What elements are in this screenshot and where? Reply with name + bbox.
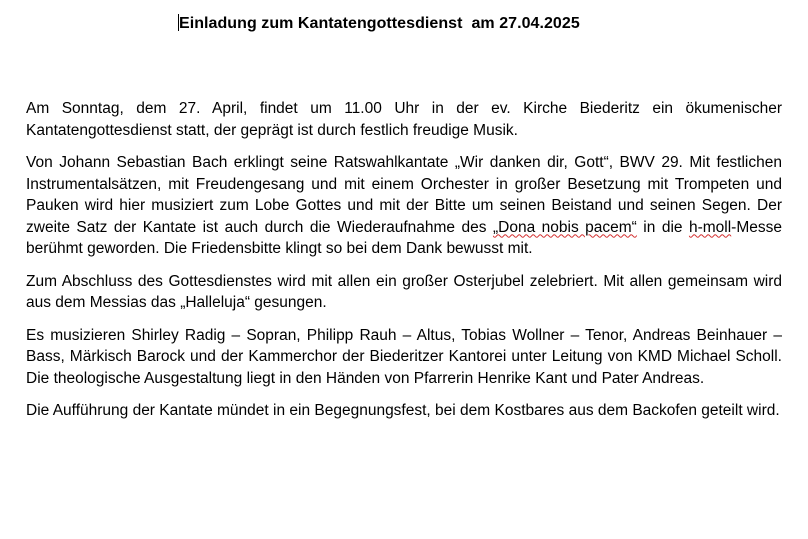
paragraph-bach-text-a: Von Johann Sebastian Bach erklingt seine Ratswahlkantate „Wir danken dir, Gott“, BWV 29. Mit festlichen Instrumentalsätzen, mit Freudengesang und mit einem Orchester in großer Besetzung mit Trompeten und Pauken wird hier musiziert zum Lobe Gottes und mit der Bitte um seinen Beistand und seinen Segen. Der zweite Satz der Kantate ist auch durch die Wiederaufnahme des	[26, 154, 782, 236]
paragraph-fest: Die Aufführung der Kantate mündet in ein Begegnungsfest, bei dem Kostbares aus dem Backofen geteilt wird.	[26, 402, 780, 419]
document-title	[178, 14, 580, 33]
paragraph-bach	[26, 152, 782, 260]
paragraph-intro: Am Sonntag, dem 27. April, findet um 11.00 Uhr in der ev. Kirche Biederitz ein ökumenischer Kantatengottesdienst statt, der geprägt ist durch festlich freudige Musik.	[26, 100, 782, 139]
document-body	[26, 98, 782, 433]
spellcheck-word-h-moll: h-moll	[688, 218, 732, 236]
paragraph-performers: Es musizieren Shirley Radig – Sopran, Philipp Rauh – Altus, Tobias Wollner – Tenor, Andreas Beinhauer – Bass, Märkisch Barock und der Kammerchor der Biederitzer Kantorei unter Leitung von KMD Michael Scholl. Die theologische Ausgestaltung liegt in den Händen von Pfarrerin Henrike Kant und Pater Andreas.	[26, 326, 782, 387]
spellcheck-word-dona-nobis-pacem: „Dona nobis pacem“	[492, 218, 637, 236]
title-text: Einladung zum Kantatengottesdienst am 27.04.2025	[179, 15, 580, 32]
paragraph-bach-text-c: -Messe berühmt geworden. Die Friedensbitte klingt so bei dem Dank bewusst mit.	[26, 218, 782, 257]
paragraph-bach-text-b: in die	[636, 218, 689, 236]
paragraph-halleluja: Zum Abschluss des Gottesdienstes wird mit allen ein großer Osterjubel zelebriert. Mit allen gemeinsam wird aus dem Messias das „Halleluja“ gesungen.	[26, 272, 782, 311]
